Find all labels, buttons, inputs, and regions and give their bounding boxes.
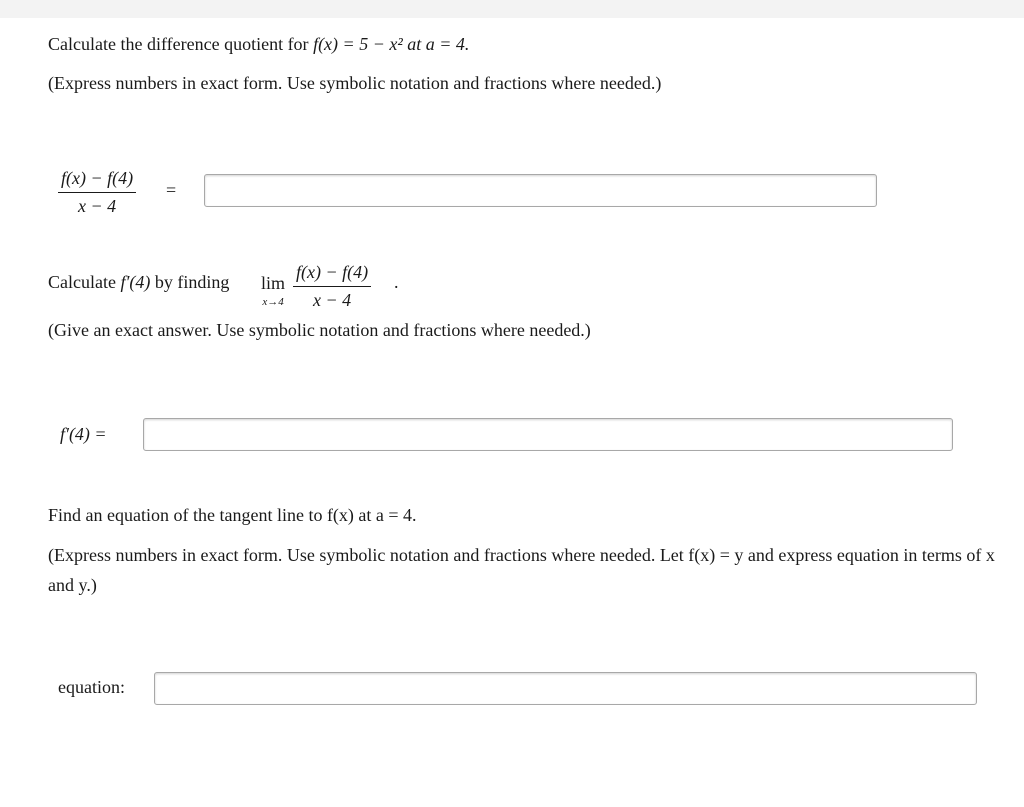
q2-prompt (48, 272, 229, 294)
q2-answer-label: f′(4) = (60, 424, 107, 444)
q1-instruction: (Express numbers in exact form. Use symbolic notation and fractions where needed.) (48, 73, 662, 93)
q2-lim-word: lim (261, 273, 286, 293)
q1-frac-numerator: f(x) − f(4) (58, 168, 136, 193)
q1-frac-denominator: x − 4 (77, 196, 117, 216)
q1-equals-sign: = (166, 180, 177, 200)
q1-prompt-prefix: Calculate the difference quotient for (48, 34, 314, 54)
q2-answer-input[interactable] (143, 418, 953, 451)
q2-period: . (394, 272, 399, 292)
q1-difference-quotient (58, 168, 136, 217)
q2-lim-subscript: x→4 (262, 296, 284, 308)
q2-limit-fraction (293, 262, 371, 311)
q3-instruction: (Express numbers in exact form. Use symbolic notation and fractions where needed. Let f(x) = y and express equation in terms of x and y.) (48, 545, 995, 595)
q2-fprime: f′(4) (120, 272, 151, 292)
q2-instruction: (Give an exact answer. Use symbolic notation and fractions where needed.) (48, 320, 591, 340)
q3-answer-input[interactable] (154, 672, 977, 705)
q2-limit-operator (261, 273, 285, 308)
q3-answer-label: equation: (58, 677, 125, 697)
q2-prompt-prefix: Calculate (48, 272, 121, 292)
q1-answer-input[interactable] (204, 174, 877, 207)
q2-frac-numerator: f(x) − f(4) (293, 262, 371, 287)
q1-prompt (48, 34, 469, 56)
q2-frac-denominator: x − 4 (312, 290, 352, 310)
q3-prompt: Find an equation of the tangent line to f(x) at a = 4. (48, 505, 417, 525)
q2-prompt-middle: by finding (150, 272, 230, 292)
q1-function-expr: f(x) = 5 − x² at a = 4. (313, 34, 470, 54)
